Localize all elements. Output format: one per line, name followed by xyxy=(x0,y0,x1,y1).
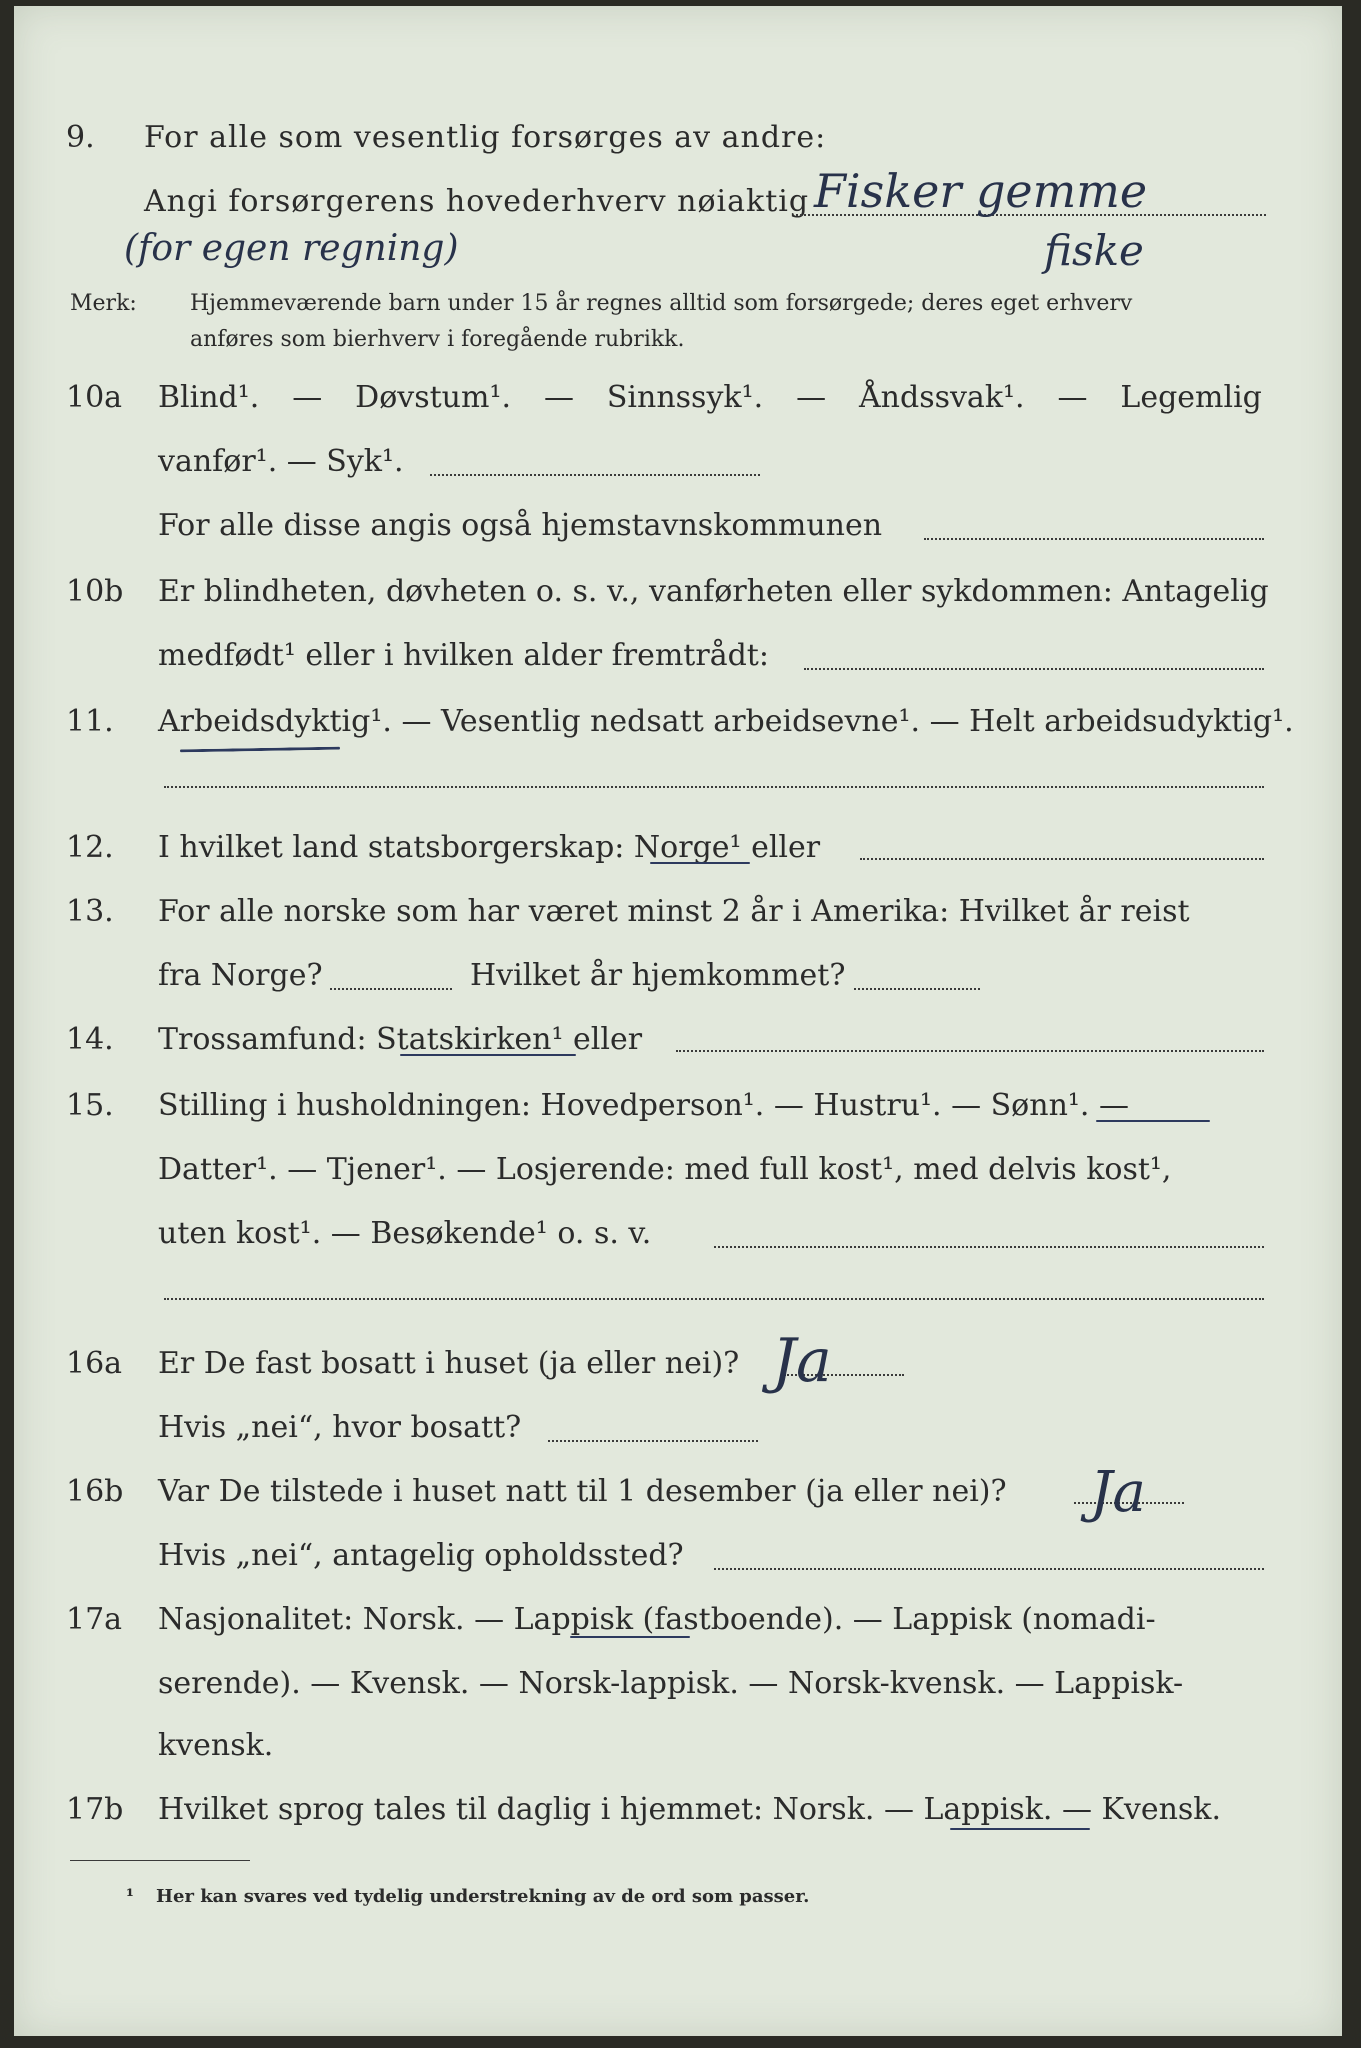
question-number: 14. xyxy=(66,1022,114,1057)
answer-line xyxy=(548,1440,758,1442)
question-text: medfødt¹ eller i hvilken alder fremtrådt: xyxy=(158,638,769,673)
answer-line xyxy=(854,988,980,990)
census-form-page xyxy=(14,6,1342,2036)
answer-line xyxy=(714,1568,1264,1570)
question-text: For alle norske som har været minst 2 år i Amerika: Hvilket år reist xyxy=(158,894,1190,929)
answer-line xyxy=(676,1050,1264,1052)
option: Døvstum¹. xyxy=(355,380,512,415)
question-number: 16b xyxy=(66,1474,124,1509)
handwritten-underline xyxy=(570,1636,690,1638)
question-number: 9. xyxy=(66,120,95,155)
question-text: I hvilket land statsborgerskap: Norge¹ eller xyxy=(158,830,821,865)
option: Åndssvak¹. xyxy=(859,380,1025,415)
handwritten-answer: Ja xyxy=(772,1326,832,1396)
question-text: kvensk. xyxy=(158,1728,274,1763)
question-text: For alle som vesentlig forsørges av andre: xyxy=(144,120,827,155)
question-text: vanfør¹. — Syk¹. xyxy=(158,444,404,479)
answer-line xyxy=(860,858,1264,860)
question-number: 12. xyxy=(66,830,114,865)
question-text: Angi forsørgerens hovederhverv nøiaktig xyxy=(144,184,810,219)
question-text: Stilling i husholdningen: Hovedperson¹. — Hustru¹. — Sønn¹. — xyxy=(158,1088,1129,1123)
question-text: Hvilket sprog tales til daglig i hjemmet: Norsk. — Lappisk. — Kvensk. xyxy=(158,1792,1222,1827)
separator: — xyxy=(1057,380,1088,415)
question-number: 17a xyxy=(66,1602,123,1637)
answer-line xyxy=(714,1246,1264,1248)
question-text: Hvis „nei“, hvor bosatt? xyxy=(158,1410,522,1445)
handwritten-answer: Fisker gemme xyxy=(814,164,1148,218)
question-text: uten kost¹. — Besøkende¹ o. s. v. xyxy=(158,1216,652,1251)
question-text: Trossamfund: Statskirken¹ eller xyxy=(158,1022,643,1057)
question-text: Hvis „nei“, antagelig opholdssted? xyxy=(158,1538,684,1573)
question-text: Nasjonalitet: Norsk. — Lappisk (fastboende). — Lappisk (nomadi- xyxy=(158,1602,1156,1637)
answer-line xyxy=(804,668,1264,670)
question-number: 15. xyxy=(66,1088,114,1123)
answer-line xyxy=(924,538,1264,540)
question-text: Er blindheten, døvheten o. s. v., vanførheten eller sykdommen: Antagelig xyxy=(158,574,1269,609)
answer-line xyxy=(164,786,1264,788)
handwritten-underline xyxy=(180,747,340,753)
footnote-text: Her kan svares ved tydelig understrekning av de ord som passer. xyxy=(156,1886,810,1907)
note-label: Merk: xyxy=(70,291,137,316)
question-text xyxy=(158,378,1262,418)
question-number: 16a xyxy=(66,1346,123,1381)
note-text: anføres som bierhverv i foregående rubrikk. xyxy=(190,327,685,352)
question-text: Hvilket år hjemkommet? xyxy=(470,958,846,993)
question-number: 17b xyxy=(66,1792,124,1827)
handwritten-answer: Ja xyxy=(1090,1460,1146,1525)
note-text: Hjemmeværende barn under 15 år regnes alltid som forsørgede; deres eget erhverv xyxy=(190,291,1133,316)
question-text: serende). — Kvensk. — Norsk-lappisk. — Norsk-kvensk. — Lappisk- xyxy=(158,1666,1184,1701)
separator: — xyxy=(796,380,827,415)
question-number: 13. xyxy=(66,894,114,929)
option: Sinnssyk¹. xyxy=(606,380,764,415)
separator: — xyxy=(292,380,323,415)
option: Blind¹. xyxy=(158,380,260,415)
question-number: 10b xyxy=(66,574,124,609)
question-number: 11. xyxy=(66,704,114,739)
option: Legemlig xyxy=(1120,380,1262,415)
question-text: fra Norge? xyxy=(158,958,323,993)
question-text: For alle disse angis også hjemstavnskommunen xyxy=(158,508,883,543)
handwritten-answer: fiske xyxy=(1044,226,1144,275)
handwritten-underline xyxy=(650,862,750,864)
answer-line xyxy=(330,988,452,990)
answer-line xyxy=(164,1298,1264,1300)
question-number: 10a xyxy=(66,380,123,415)
question-text: Datter¹. — Tjener¹. — Losjerende: med full kost¹, med delvis kost¹, xyxy=(158,1152,1172,1187)
question-text: Var De tilstede i huset natt til 1 desember (ja eller nei)? xyxy=(158,1474,1007,1509)
footnote-mark: ¹ xyxy=(126,1886,134,1907)
question-text: Arbeidsdyktig¹. — Vesentlig nedsatt arbeidsevne¹. — Helt arbeidsudyktig¹. xyxy=(158,704,1294,739)
handwritten-underline xyxy=(400,1054,576,1056)
footnote-rule xyxy=(70,1860,250,1861)
separator: — xyxy=(543,380,574,415)
handwritten-answer: (for egen regning) xyxy=(124,228,459,269)
handwritten-underline xyxy=(950,1828,1090,1830)
question-text: Er De fast bosatt i huset (ja eller nei)? xyxy=(158,1346,740,1381)
answer-line xyxy=(430,474,760,476)
handwritten-underline xyxy=(1096,1120,1210,1122)
